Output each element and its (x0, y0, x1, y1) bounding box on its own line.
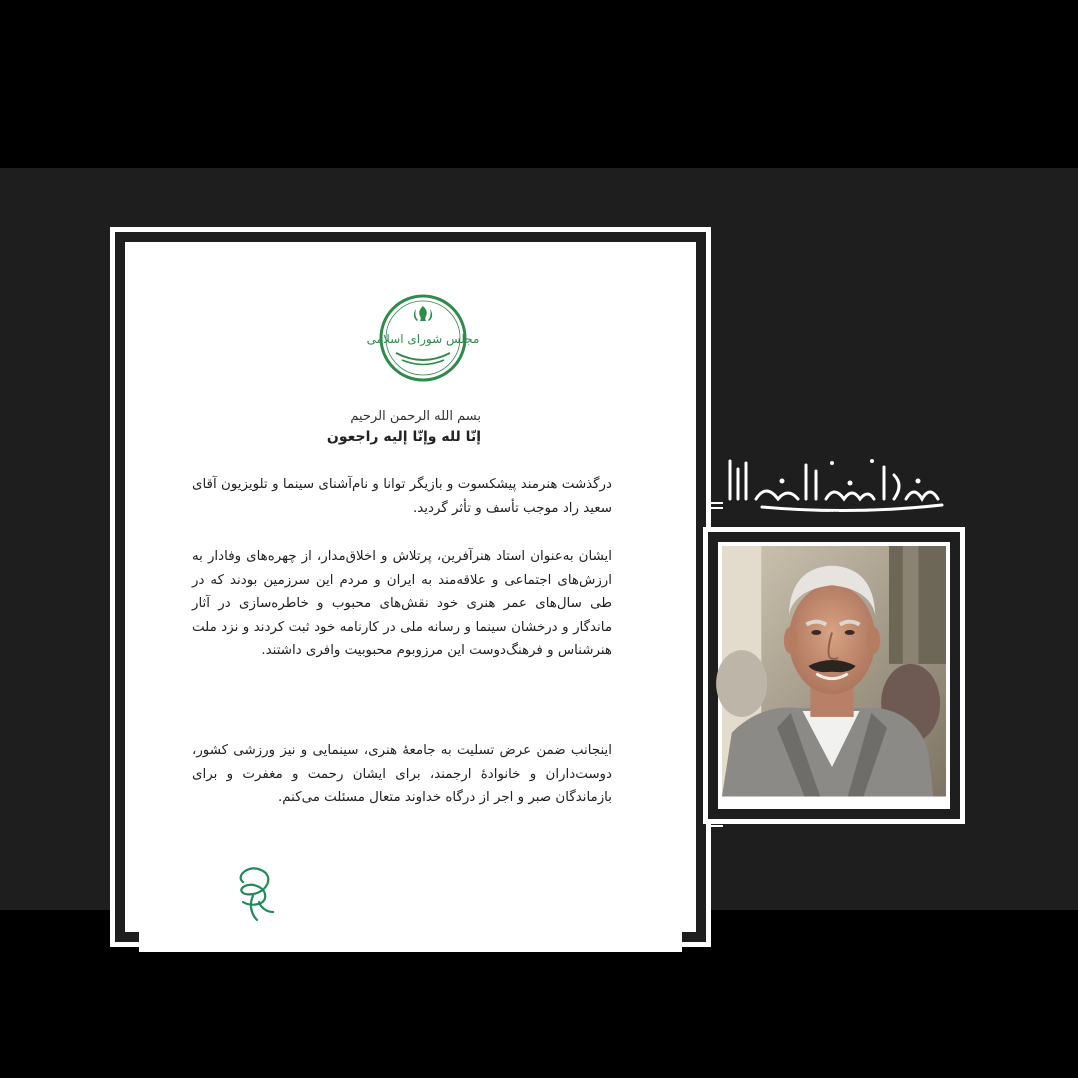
condolence-letter (139, 256, 682, 952)
signature (223, 862, 283, 932)
letter-frame (110, 227, 711, 947)
letter-paragraph-3: اینجانب ضمن عرض تسلیت به جامعهٔ هنری، سینمایی و نیز ورزشی کشور، دوست‌داران و خانوادهٔ ارجمند، برای ایشان رحمت و مغفرت و برای بازماندگان صبر و اجر از درگاه خداوند متعال مسئلت می‌کنم. (192, 743, 612, 805)
calligraphy (722, 451, 947, 513)
logo-text: مجلس شورای اسلامی (366, 332, 480, 346)
portrait-frame (703, 527, 965, 824)
parliament-logo (366, 293, 480, 383)
mourning-banner (0, 168, 1078, 910)
calligraphy-text: إنا لله وإنا إلیه راجعون (829, 512, 839, 513)
letter-paragraph-2: ایشان به‌عنوان استاد هنرآفرین، پرتلاش و اخلاق‌مدار، از چهره‌های وفادار به ارزش‌های اجتماعی و علاقه‌مند به ایران و مردم این سرزمین بودند که در طی سال‌های عمر هنری خود نقش‌های محبوب و خاطره‌سازی در آثار ماندگار و درخشان سینما و رسانه ملی در کارنامه خود ثبت کردند و نزد ملت هنرشناس و فرهنگ‌دوست این مرزوبوم محبوبیت وافری داشتند. (192, 549, 612, 658)
portrait-photo (722, 546, 946, 797)
basmala: بسم الله الرحمن الرحیم (350, 409, 481, 424)
frame-line (709, 824, 711, 910)
inna-lillah-heading: إنّا لله وإنّا إلیه راجعون (326, 429, 481, 445)
letter-paragraph-1: درگذشت هنرمند پیشکسوت و بازیگر توانا و نام‌آشنای سینما و تلویزیون آقای سعید راد موجب تأسف و تأثر گردید. (192, 477, 612, 516)
